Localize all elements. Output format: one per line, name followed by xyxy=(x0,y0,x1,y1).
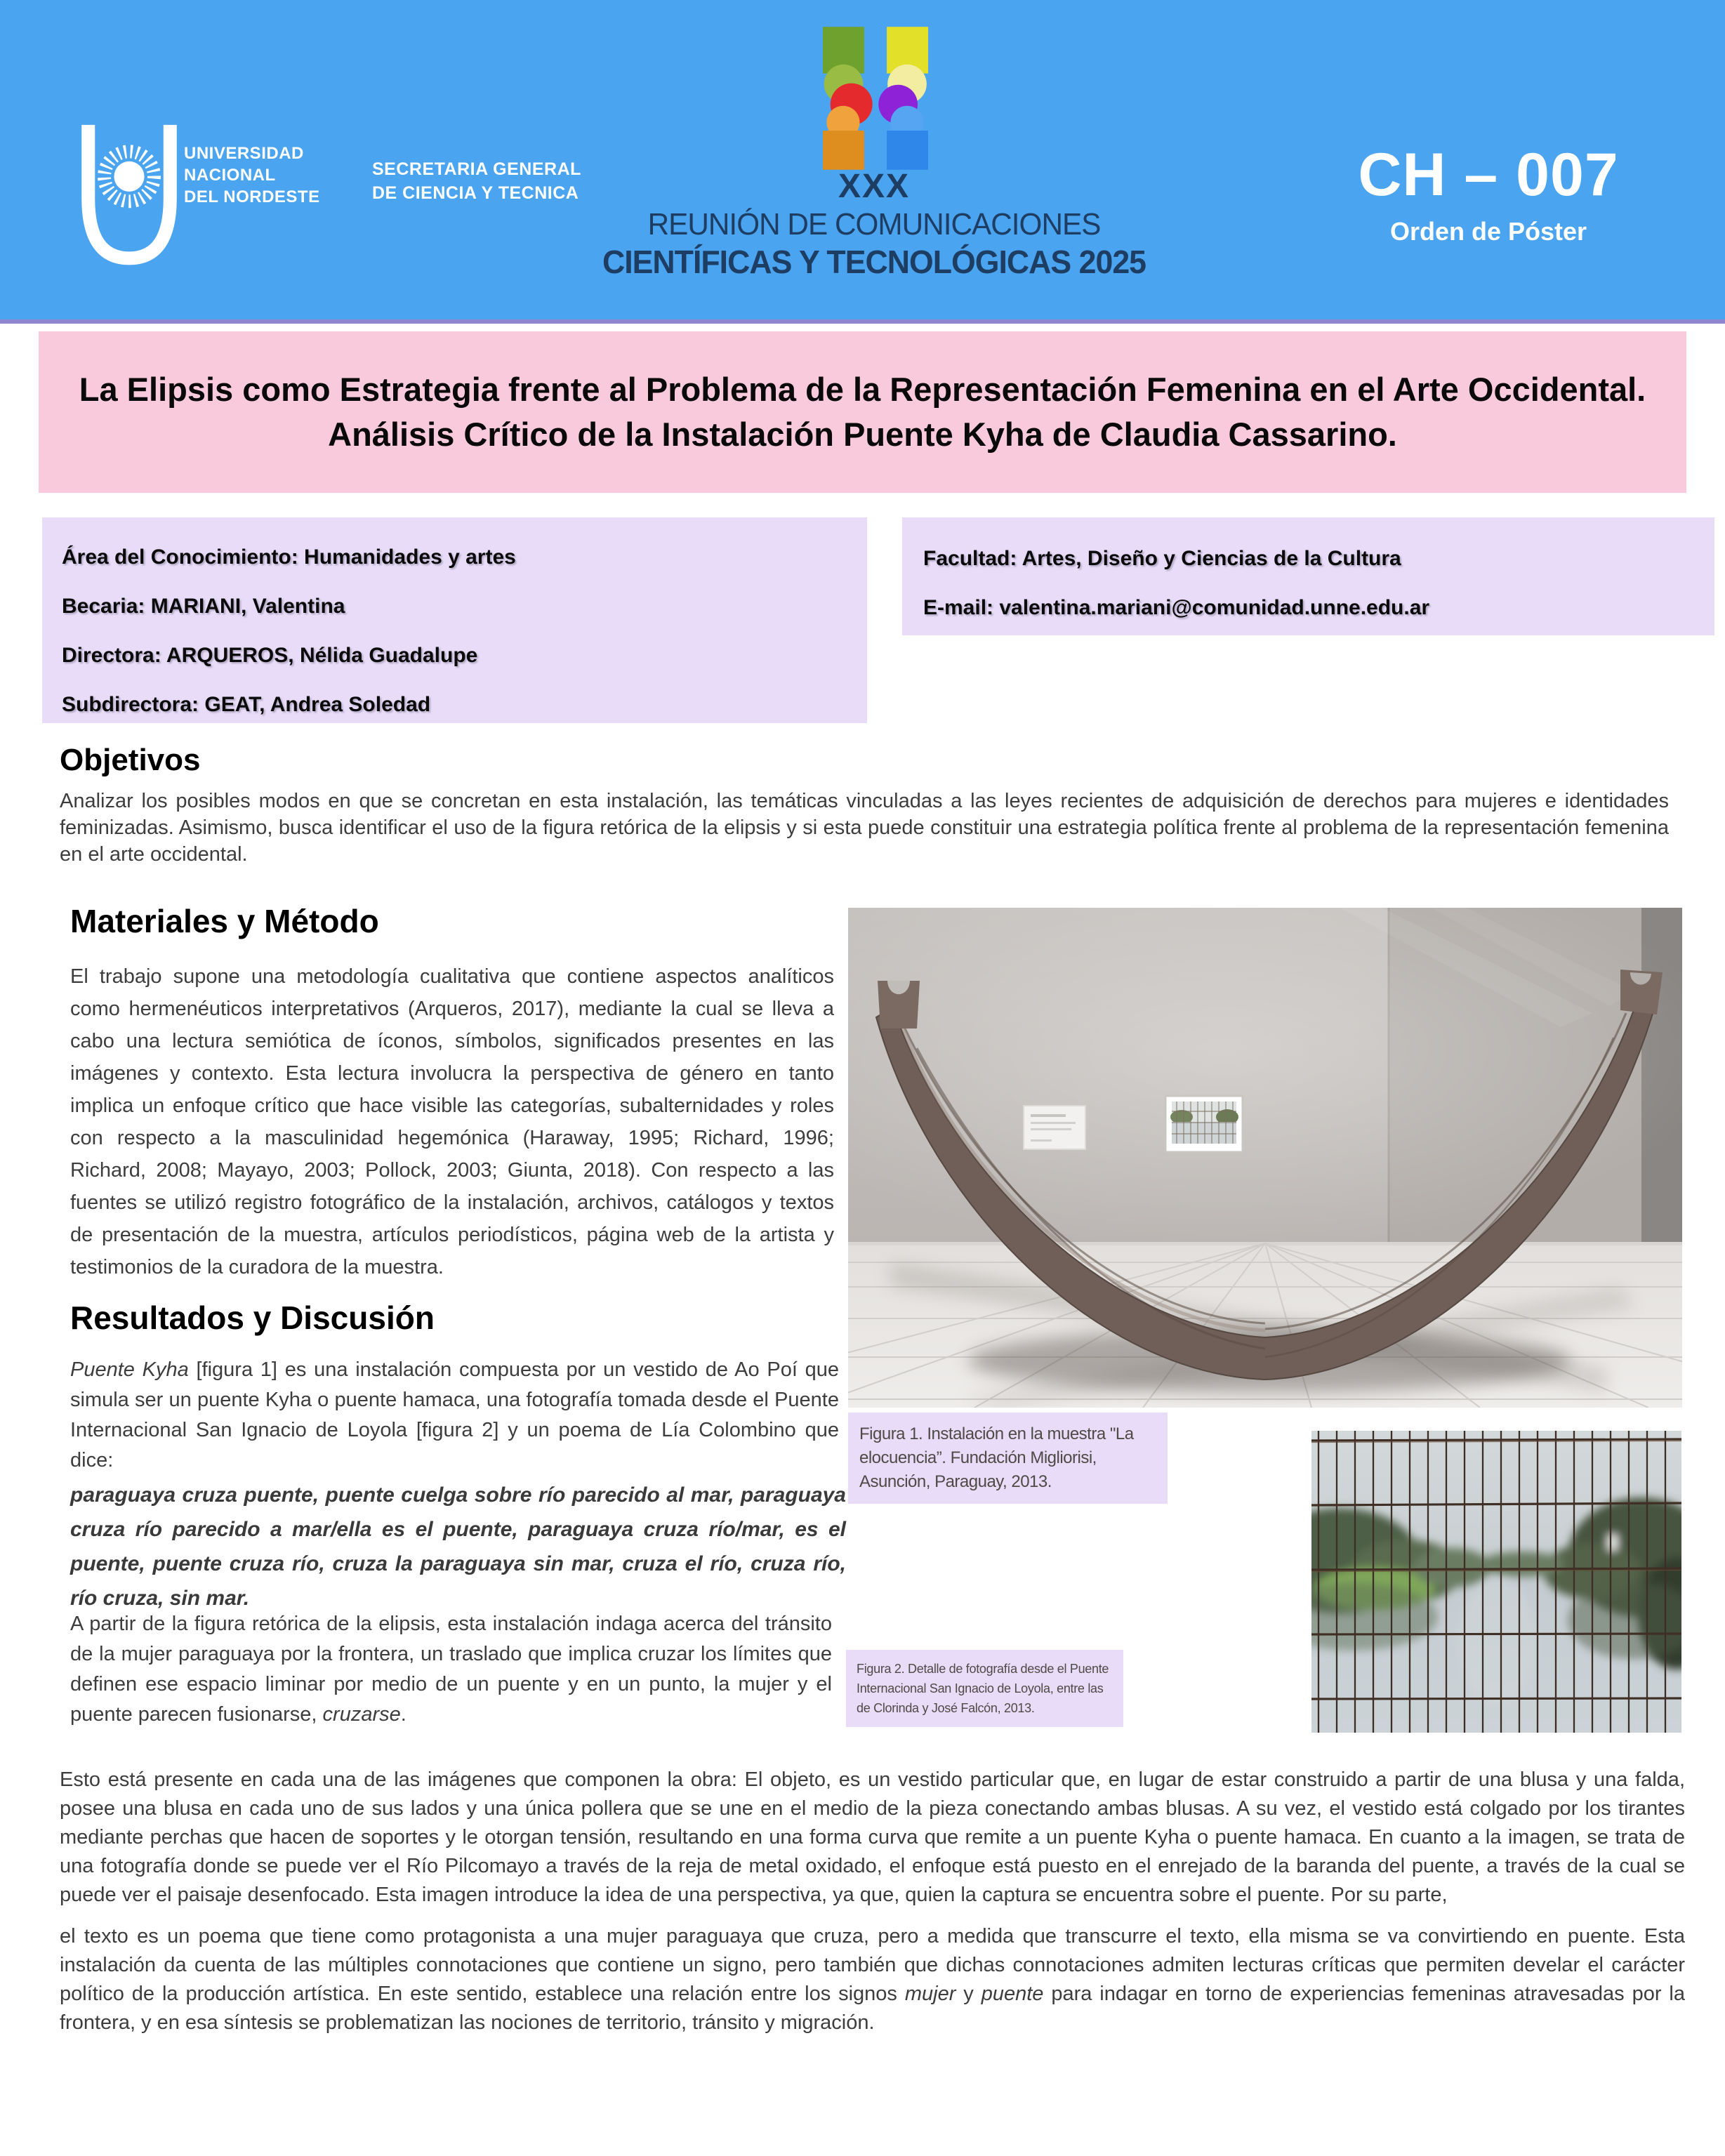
info-box-left xyxy=(42,517,867,723)
discusion-word-puente: puente xyxy=(981,1983,1044,2005)
figure1-image xyxy=(848,908,1682,1408)
poster-code: CH – 007 xyxy=(1358,141,1619,209)
university-line: UNIVERSIDAD xyxy=(184,144,304,163)
secretaria-line: SECRETARIA GENERAL xyxy=(372,159,581,179)
info-box-right xyxy=(902,517,1714,635)
materiales-heading: Materiales y Método xyxy=(70,903,379,939)
event-line2: CIENTÍFICAS Y TECNOLÓGICAS 2025 xyxy=(602,244,1146,280)
resultados-paragraph-2 xyxy=(70,1609,832,1730)
university-name xyxy=(184,143,320,208)
resultados-paragraph-1 xyxy=(70,1355,839,1476)
discusion-paragraph-2 xyxy=(60,1922,1685,2037)
info-area: Área del Conocimiento: Humanidades y artes xyxy=(62,545,516,569)
figure2-image xyxy=(1311,1431,1681,1733)
figure1-photo xyxy=(848,908,1682,1408)
resultados-paragraph-2-end: . xyxy=(400,1703,407,1726)
poster-order-label: Orden de Póster xyxy=(1389,217,1587,246)
secretaria-line: DE CIENCIA Y TECNICA xyxy=(372,183,579,203)
info-directora: Directora: ARQUEROS, Nélida Guadalupe xyxy=(62,644,478,667)
secretaria-name xyxy=(372,157,581,205)
unne-logo-icon xyxy=(76,111,183,286)
discusion-block xyxy=(60,1766,1685,2050)
objetivos-paragraph: Analizar los posibles modos en que se concretan en esta instalación, las temáticas vinculadas a las leyes recientes de adquisición de derechos para mujeres e identidades feminizadas. Asimismo, busca identificar el uso de la figura retórica de la elipsis y si esta puede constituir una estrategia política frente al problema de la representación femenina en el arte occidental. xyxy=(60,790,1669,866)
poem-quote: paraguaya cruza puente, puente cuelga sobre río parecido al mar, paraguaya cruza río parecido a mar/ella es el puente, paraguaya cruza río/mar, es el puente, puente cruza río, cruza la paraguaya sin mar, cruza el río, cruza río, río cruza, sin mar. xyxy=(70,1483,846,1610)
title-band xyxy=(39,331,1686,493)
info-becaria: Becaria: MARIANI, Valentina xyxy=(62,595,345,618)
discusion-paragraph-2-start: el texto es un poema que tiene como protagonista a una mujer paraguaya que cruza, pero a medida que transcurre el texto, ella misma se va convirtiendo en puente. Esta instalación da cuenta de las múltiples connotaciones que contiene un signo, pero también que dichas connotaciones admiten lecturas críticas que permiten develar el carácter político de la producción artística. En este sentido, establece una relación entre los signos xyxy=(60,1925,1685,2005)
figure2-photo xyxy=(1311,1431,1681,1733)
university-line: DEL NORDESTE xyxy=(184,187,320,206)
event-roman-numeral: XXX xyxy=(838,168,911,205)
discusion-paragraph-2-end: para indagar en torno de experiencias femeninas atravesadas por la frontera, y en esa síntesis se problematizan las nociones de territorio, tránsito y migración. xyxy=(60,1983,1685,2034)
event-title xyxy=(593,167,1155,281)
event-line1: REUNIÓN DE COMUNICACIONES xyxy=(647,207,1101,242)
figure1-caption: Figura 1. Instalación en la muestra "La elocuencia”. Fundación Migliorisi, Asunción, Paraguay, 2013. xyxy=(848,1413,1168,1504)
header-band xyxy=(0,0,1725,324)
discusion-paragraph-2-mid: y xyxy=(956,1983,982,2005)
figure2-caption: Figura 2. Detalle de fotografía desde el Puente Internacional San Ignacio de Loyola, entre las de Clorinda y José Falcón, 2013. xyxy=(846,1650,1123,1727)
info-facultad: Facultad: Artes, Diseño y Ciencias de la Cultura xyxy=(923,547,1401,570)
discusion-word-mujer: mujer xyxy=(904,1983,956,2005)
obra-title: Puente Kyha xyxy=(70,1358,189,1381)
objetivos-heading: Objetivos xyxy=(60,743,201,777)
page-title: La Elipsis como Estrategia frente al Problema de la Representación Femenina en el Arte Occidental. Análisis Crítico de la Instalación Puente Kyha de Claudia Cassarino. xyxy=(79,371,1646,453)
event-logo-icon xyxy=(823,27,928,170)
materiales-paragraph: El trabajo supone una metodología cualitativa que contiene aspectos analíticos como hermenéuticos interpretativos (Arqueros, 2017), mediante la cual se lleva a cabo una lectura semiótica de íconos, símbolos, significados presentes en las imágenes y contexto. Esta lectura involucra la perspectiva de género en tanto implica un enfoque crítico que hace visible las categorías, subalternidades y roles con respecto a la masculinidad hegemónica (Haraway, 1995; Richard, 1996; Richard, 2008; Mayayo, 2003; Pollock, 2003; Giunta, 2018). Con respecto a las fuentes se utilizó registro fotográfico de la instalación, archivos, catálogos y textos de presentación de la muestra, artículos periodísticos, página web de la artista y testimonios de la curadora de la muestra. xyxy=(70,965,834,1278)
poster-code-block xyxy=(1320,140,1657,246)
resultados-heading: Resultados y Discusión xyxy=(70,1299,435,1336)
resultados-paragraph-2-italic: cruzarse xyxy=(322,1703,401,1726)
discusion-paragraph-1: Esto está presente en cada una de las imágenes que componen la obra: El objeto, es un vestido particular que, en lugar de estar construido a partir de una blusa y una falda, posee una blusa en cada uno de sus lados y una única pollera que se une en el medio de la pieza conectando ambas blusas. A su vez, el vestido está colgado por los tirantes mediante perchas que hacen de soportes y le otorgan tensión, resultando en una forma curva que remite a un puente Kyha o puente hamaca. En cuanto a la imagen, se trata de una fotografía donde se puede ver el Río Pilcomayo a través de la reja de metal oxidado, el enfoque está puesto en el enrejado de la baranda del puente, a través de la cual se puede ver el paisaje desenfocado. Esta imagen introduce la idea de una perspectiva, ya que, quien la captura se encuentra sobre el puente. Por su parte, xyxy=(60,1768,1685,1906)
info-subdirectora: Subdirectora: GEAT, Andrea Soledad xyxy=(62,693,431,716)
resultados-paragraph-2-start: A partir de la figura retórica de la elipsis, esta instalación indaga acerca del tránsito de la mujer paraguaya por la frontera, un traslado que implica cruzar los límites que definen ese espacio liminar por medio de un puente y en un punto, la mujer y el puente parecen fusionarse, xyxy=(70,1613,832,1726)
info-email: E-mail: valentina.mariani@comunidad.unne.edu.ar xyxy=(923,596,1430,619)
university-line: NACIONAL xyxy=(184,166,276,185)
resultados-paragraph-1-text: [figura 1] es una instalación compuesta por un vestido de Ao Poí que simula ser un puente Kyha o puente hamaca, una fotografía tomada desde el Puente Internacional San Ignacio de Loyola [figura 2] y un poema de Lía Colombino que dice: xyxy=(70,1358,839,1471)
